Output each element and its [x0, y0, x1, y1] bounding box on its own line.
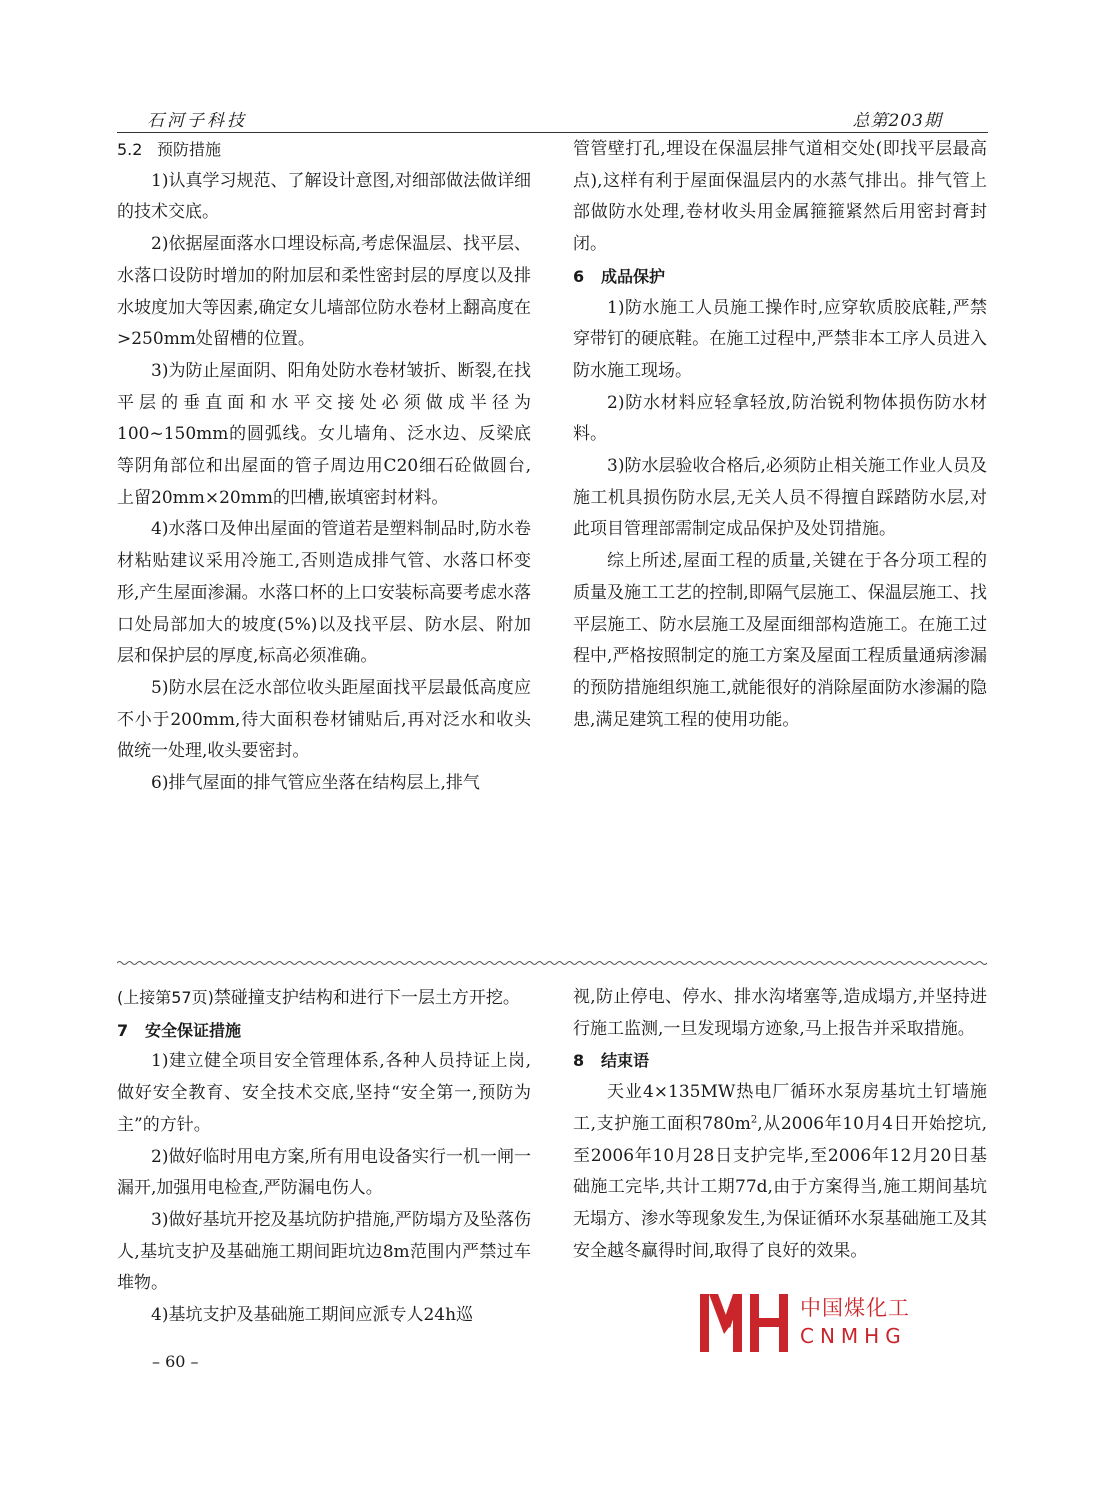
section-5-2-heading: [117, 134, 531, 166]
section-number: 8: [573, 1051, 585, 1071]
section-number: 6: [573, 266, 585, 286]
conclusion-paragraph: [573, 1077, 987, 1267]
section-number: 5.2: [117, 140, 143, 159]
paragraph: 1)建立健全项目安全管理体系,各种人员持证上岗,做好安全教育、安全技术交底,坚持“安全第一,预防为主”的方针。: [117, 1051, 531, 1135]
paragraph: 3)防水层验收合格后,必须防止相关施工作业人员及施工机具损伤防水层,无关人员不得擅自踩踏防水层,对此项目管理部需制定成品保护及处罚措施。: [573, 456, 987, 540]
wavy-divider: [117, 958, 987, 968]
top-left-column: [117, 134, 531, 800]
bottom-left-column: [117, 982, 531, 1332]
top-right-column: [573, 134, 987, 736]
section-title: 成品保护: [601, 266, 666, 286]
continuation-label: (上接第57页): [117, 988, 214, 1007]
paragraph: 1)认真学习规范、了解设计意图,对细部做法做详细的技术交底。: [117, 170, 531, 223]
paragraph: 1)防水施工人员施工操作时,应穿软质胶底鞋,严禁穿带钉的硬底鞋。在施工过程中,严禁非本工序人员进入防水施工现场。: [573, 297, 987, 381]
section-6-heading: [573, 261, 987, 293]
cnmhg-watermark-logo: [698, 1290, 918, 1358]
paragraph: 管管壁打孔,埋设在保温层排气道相交处(即找平层最高点),这样有利于屋面保温层内的水蒸气排出。排气管上部做防水处理,卷材收头用金属箍箍紧然后用密封膏封闭。: [573, 139, 987, 255]
paragraph: 2)防水材料应轻拿轻放,防治锐利物体损伤防水材料。: [573, 392, 987, 445]
journal-name: 石河子科技: [147, 111, 247, 131]
paragraph: 4)水落口及伸出屋面的管道若是塑料制品时,防水卷材粘贴建议采用冷施工,否则造成排气管、水落口杯变形,产生屋面渗漏。水落口杯的上口安装标高要考虑水落口处局部加大的坡度(5%)以及找平层、防水层、附加层和保护层的厚度,标高必须准确。: [117, 519, 531, 667]
bottom-right-column: [573, 982, 987, 1267]
page-number: – 60 –: [152, 1352, 199, 1371]
mh-logo-icon: [698, 1290, 794, 1354]
section-title: 预防措施: [157, 140, 222, 159]
conclusion-text-b: ,从2006年10月4日开始挖坑,至2006年10月28日支护完毕,至2006年12月20日基础施工完毕,共计工期77d,由于方案得当,施工期间基坑无塌方、渗水等现象发生,为保证循环水泵基础施工及其安全越冬赢得时间,取得了良好的效果。: [573, 1113, 987, 1261]
logo-english-text: CNMHG: [800, 1324, 907, 1348]
running-header: [117, 104, 988, 133]
section-title: 结束语: [601, 1051, 650, 1071]
paragraph: 视,防止停电、停水、排水沟堵塞等,造成塌方,并坚持进行施工监测,一旦发现塌方迹象,马上报告并采取措施。: [573, 987, 987, 1039]
superscript: 2: [750, 1114, 758, 1126]
issue-number: 总第203期: [852, 111, 942, 131]
paragraph: 3)为防止屋面阴、阳角处防水卷材皱折、断裂,在找平层的垂直面和水平交接处必须做成半径为100~150mm的圆弧线。女儿墙角、泛水边、反梁底等阴角部位和出屋面的管子周边用C20细石砼做圆台,上留20mm×20mm的凹槽,嵌填密封材料。: [117, 360, 531, 508]
continuation-paragraph: [117, 982, 531, 1015]
section-7-heading: [117, 1015, 531, 1047]
paragraph: 3)做好基坑开挖及基坑防护措施,严防塌方及坠落伤人,基坑支护及基础施工期间距坑边8m范围内严禁过车堆物。: [117, 1209, 531, 1294]
paragraph: 综上所述,屋面工程的质量,关键在于各分项工程的质量及施工工艺的控制,即隔气层施工、保温层施工、找平层施工、防水层施工及屋面细部构造施工。在施工过程中,严格按照制定的施工方案及屋面工程质量通病渗漏的预防措施组织施工,就能很好的消除屋面防水渗漏的隐患,满足建筑工程的使用功能。: [573, 551, 987, 730]
continuation-text: 禁碰撞支护结构和进行下一层土方开挖。: [213, 988, 520, 1008]
conclusion-text-a: 天业4×135MW热电厂循环水泵房基坑土钉墙施工,支护施工面积780m: [573, 1082, 987, 1134]
section-number: 7: [117, 1020, 129, 1040]
section-title: 安全保证措施: [145, 1020, 242, 1040]
paragraph: 2)依据屋面落水口埋设标高,考虑保温层、找平层、水落口设防时增加的附加层和柔性密封层的厚度以及排水坡度加大等因素,确定女儿墙部位防水卷材上翻高度在>250mm处留槽的位置。: [117, 234, 531, 350]
paragraph: 5)防水层在泛水部位收头距屋面找平层最低高度应不小于200mm,待大面积卷材铺贴后,再对泛水和收头做统一处理,收头要密封。: [117, 677, 531, 762]
paragraph: 2)做好临时用电方案,所有用电设备实行一机一闸一漏开,加强用电检查,严防漏电伤人。: [117, 1146, 531, 1199]
paragraph: 4)基坑支护及基础施工期间应派专人24h巡: [151, 1305, 474, 1326]
section-8-heading: [573, 1045, 987, 1077]
logo-chinese-text: 中国煤化工: [800, 1296, 910, 1320]
paragraph: 6)排气屋面的排气管应坐落在结构层上,排气: [151, 773, 480, 794]
